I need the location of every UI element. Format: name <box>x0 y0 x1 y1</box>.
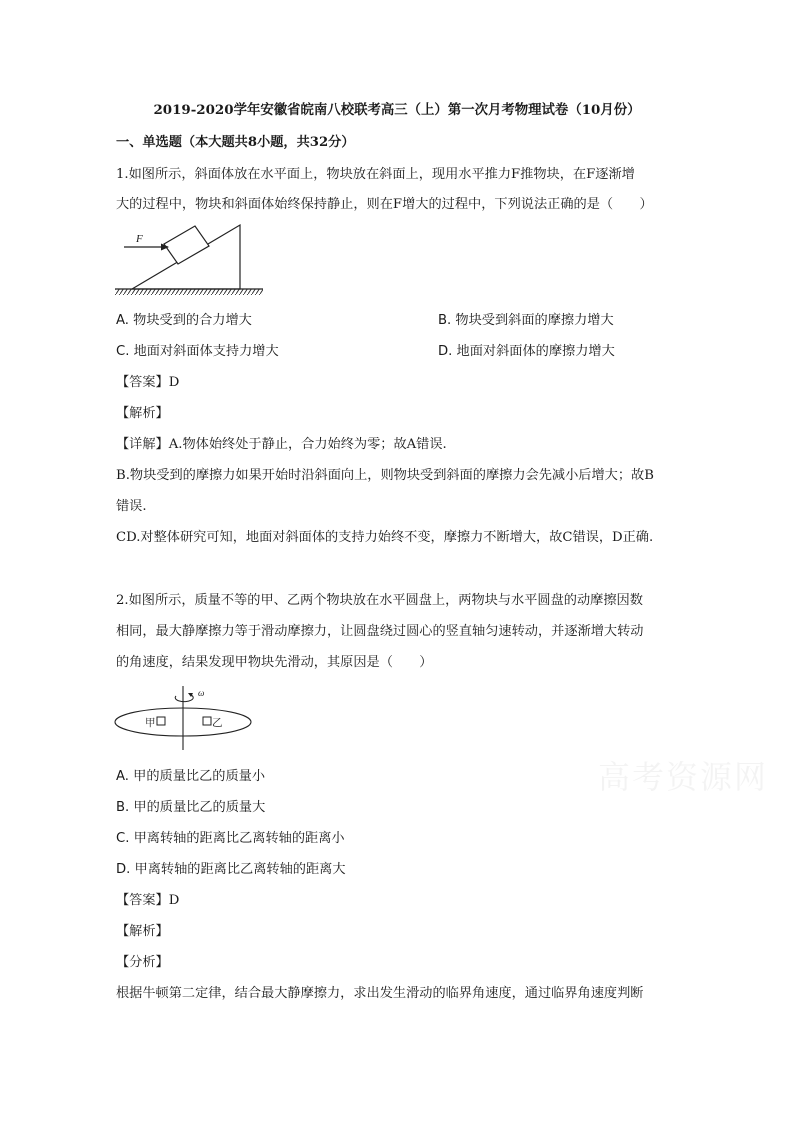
q2-option-d: D. 甲离转轴的距离比乙离转轴的距离大 <box>116 862 346 877</box>
section-heading: 一、单选题（本大题共8小题，共32分） <box>116 135 355 150</box>
q2-stem-line3: 的角速度，结果发现甲物块先滑动，其原因是（ ） <box>116 655 433 670</box>
q1-answer: 【答案】D <box>116 375 180 390</box>
block-jia <box>157 717 165 725</box>
watermark <box>598 752 768 798</box>
block-yi <box>203 717 211 725</box>
q2-stem-line1: 2.如图所示，质量不等的甲、乙两个物块放在水平圆盘上，两物块与水平圆盘的动摩擦因数 <box>116 593 643 608</box>
block-yi-label: 乙 <box>212 717 223 729</box>
q1-option-d: D. 地面对斜面体的摩擦力增大 <box>438 344 615 359</box>
q1-detail-line3: 错误. <box>116 499 147 514</box>
q2-analysis-label: 【解析】 <box>116 924 169 939</box>
q2-analysis-line: 根据牛顿第二定律，结合最大静摩擦力，求出发生滑动的临界角速度，通过临界角速度判断 <box>116 986 644 1001</box>
q2-stem-line2: 相同，最大静摩擦力等于滑动摩擦力，让圆盘绕过圆心的竖直轴匀速转动，并逐渐增大转动 <box>116 624 644 639</box>
force-label: F <box>136 233 143 245</box>
q2-answer: 【答案】D <box>116 893 180 908</box>
block-jia-label: 甲 <box>145 717 156 729</box>
q2-option-c: C. 甲离转轴的距离比乙离转轴的距离小 <box>116 831 345 846</box>
q1-stem-line1: 1.如图所示，斜面体放在水平面上，物块放在斜面上，现用水平推力F推物块，在F逐渐增 <box>116 167 635 182</box>
q2-option-a: A. 甲的质量比乙的质量小 <box>116 769 266 784</box>
q2-option-b: B. 甲的质量比乙的质量大 <box>116 800 266 815</box>
q1-detail-line4: CD.对整体研究可知，地面对斜面体的支持力始终不变，摩擦力不断增大，故C错误，D正确. <box>116 530 654 545</box>
q1-stem-line2: 大的过程中，物块和斜面体始终保持静止，则在F增大的过程中，下列说法正确的是（ ） <box>116 197 653 212</box>
q1-detail-line1: 【详解】A.物体始终处于静止，合力始终为零；故A错误. <box>116 437 447 452</box>
block-on-incline <box>164 226 209 264</box>
q2-analysis-head: 【分析】 <box>116 955 169 970</box>
q2-disk-figure <box>112 684 268 754</box>
q1-incline-figure <box>112 222 266 298</box>
q1-detail-line2: B.物块受到的摩擦力如果开始时沿斜面向上，则物块受到斜面的摩擦力会先减小后增大；故B <box>116 468 654 483</box>
q1-analysis-label: 【解析】 <box>116 406 169 421</box>
q1-option-b: B. 物块受到斜面的摩擦力增大 <box>438 313 614 328</box>
omega-label: ω <box>198 688 205 698</box>
q1-option-a: A. 物块受到的合力增大 <box>116 313 252 328</box>
page-title: 2019-2020学年安徽省皖南八校联考高三（上）第一次月考物理试卷（10月份） <box>153 102 641 118</box>
q1-option-c: C. 地面对斜面体支持力增大 <box>116 344 279 359</box>
ground-hatch <box>115 289 263 295</box>
